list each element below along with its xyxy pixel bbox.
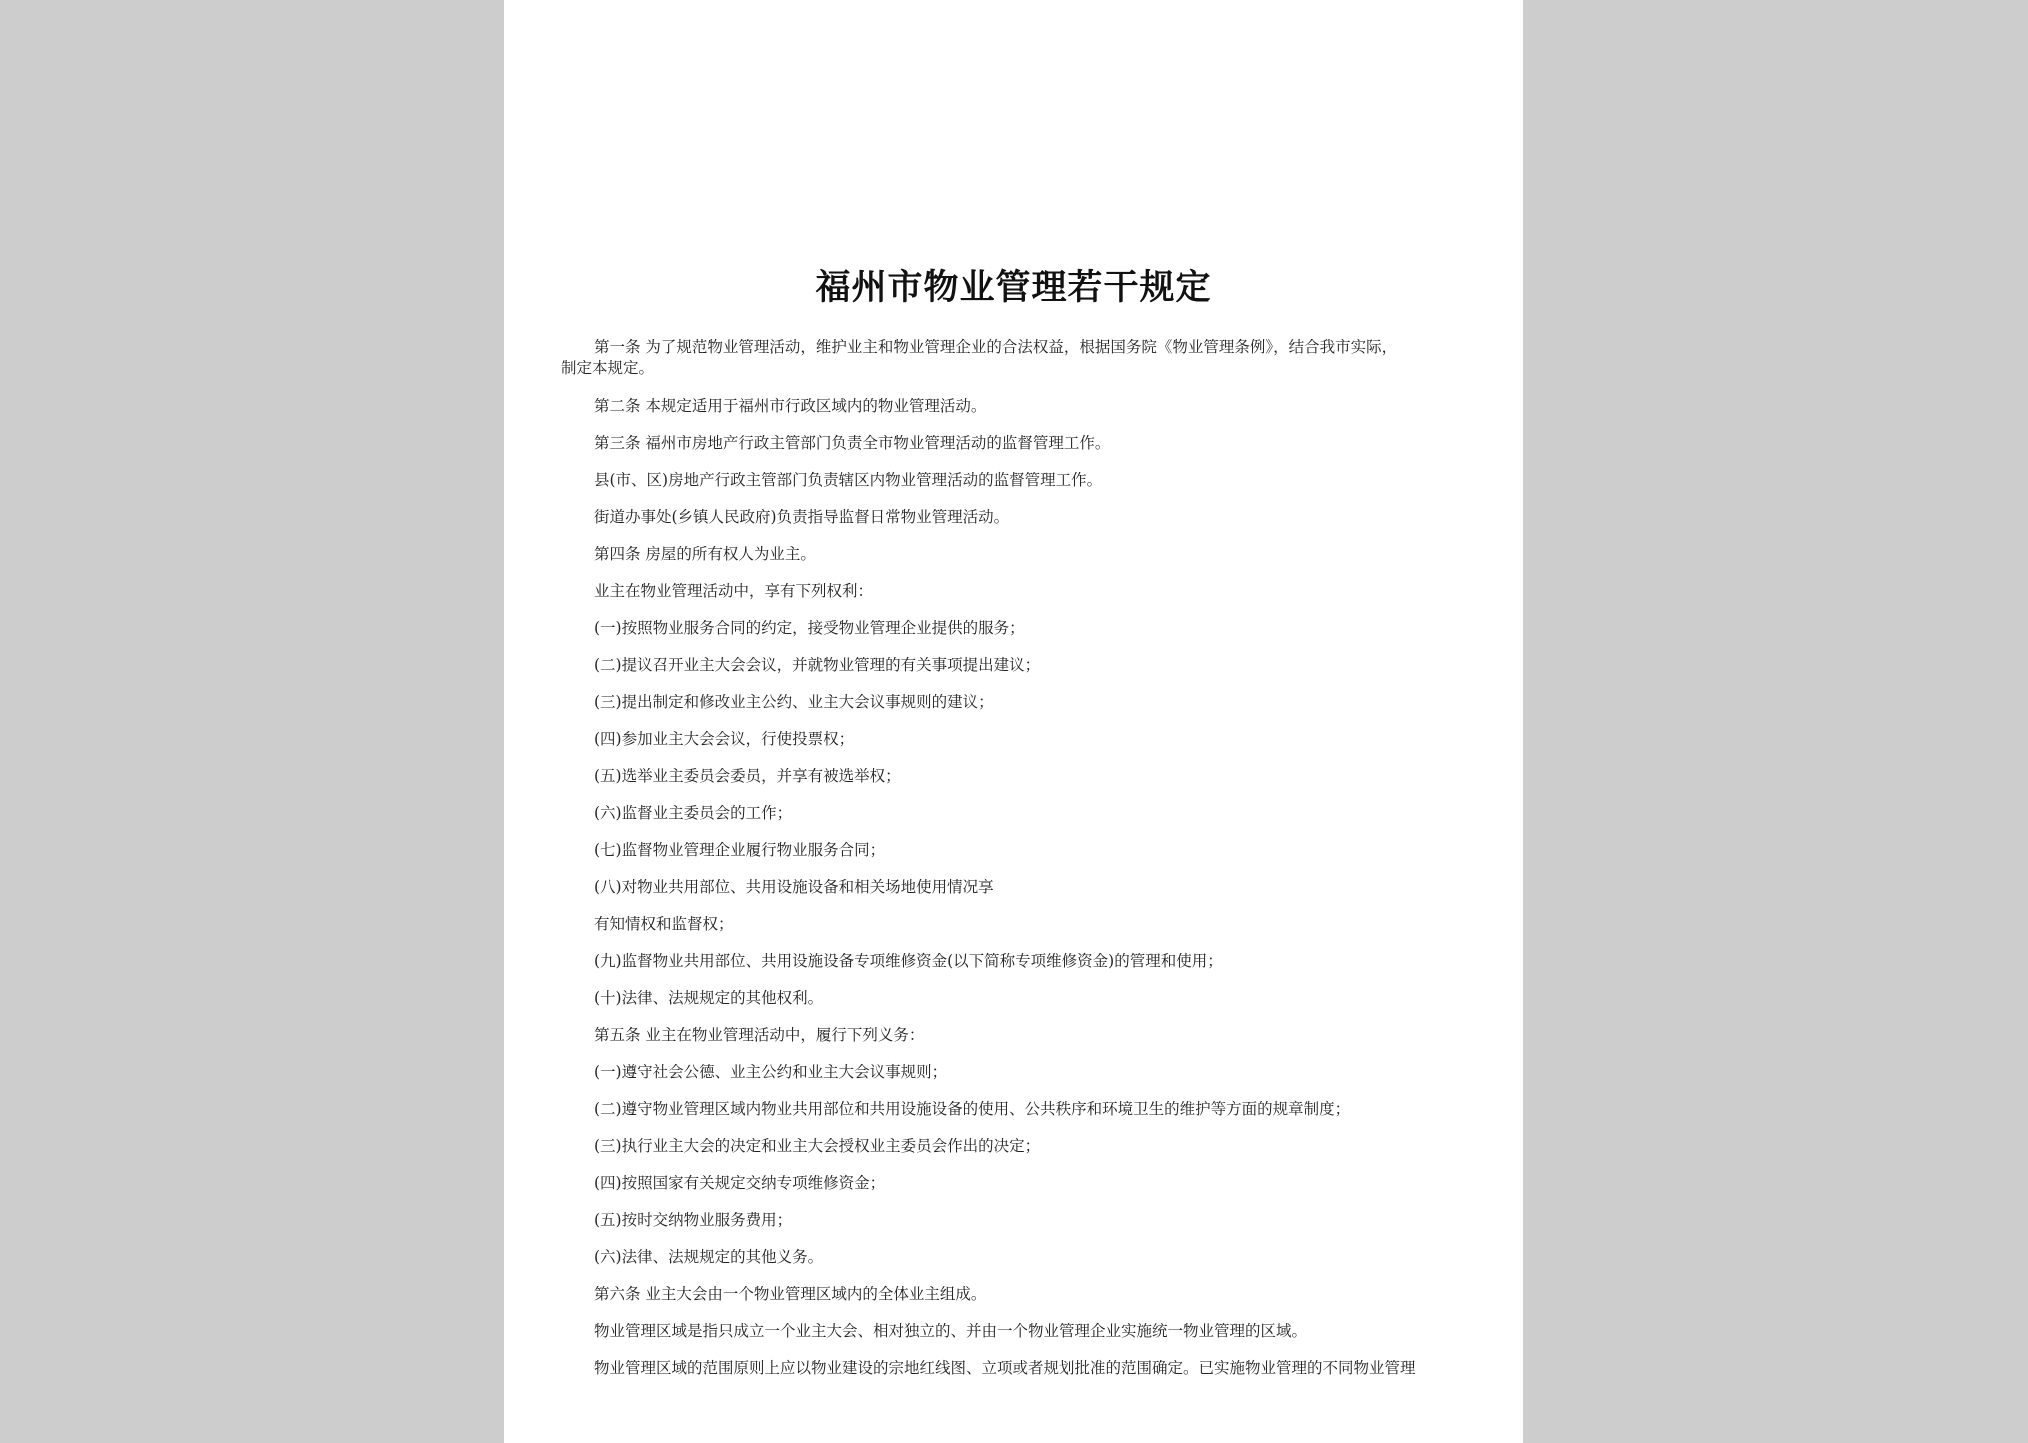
paragraph-text: (五)按时交纳物业服务费用； <box>594 1211 793 1229</box>
paragraph-text: 业主在物业管理活动中，享有下列权利： <box>594 582 874 600</box>
paragraph-text: (一)遵守社会公德、业主公约和业主大会议事规则； <box>594 1063 948 1081</box>
paragraph-text: (四)按照国家有关规定交纳专项维修资金； <box>594 1174 886 1192</box>
paragraph-text: 第三条 福州市房地产行政主管部门负责全市物业管理活动的监督管理工作。 <box>594 434 1111 452</box>
paragraph-text: (六)监督业主委员会的工作； <box>594 804 793 822</box>
paragraph-text: 街道办事处(乡镇人民政府)负责指导监督日常物业管理活动。 <box>594 508 1010 526</box>
paragraph-text: 第四条 房屋的所有权人为业主。 <box>594 545 816 563</box>
paragraph-text: 县(市、区)房地产行政主管部门负责辖区内物业管理活动的监督管理工作。 <box>594 471 1103 489</box>
paragraph-text: (一)按照物业服务合同的约定，接受物业管理企业提供的服务； <box>594 619 1025 637</box>
paragraph-text: 第六条 业主大会由一个物业管理区域内的全体业主组成。 <box>594 1285 987 1303</box>
paragraph-text: 有知情权和监督权； <box>594 915 734 933</box>
paragraph-text: (五)选举业主委员会委员，并享有被选举权； <box>594 767 901 785</box>
paragraph-text: (七)监督物业管理企业履行物业服务合同； <box>594 841 886 859</box>
paragraph-text: (八)对物业共用部位、共用设施设备和相关场地使用情况享 <box>594 878 994 896</box>
paragraph-text: (二)遵守物业管理区域内物业共用部位和共用设施设备的使用、公共秩序和环境卫生的维护等方面的规章制度； <box>594 1100 1351 1118</box>
paragraph-text: (四)参加业主大会会议，行使投票权； <box>594 730 855 748</box>
document-title: 福州市物业管理若干规定 <box>815 267 1212 308</box>
paragraph-text: 第五条 业主在物业管理活动中，履行下列义务： <box>594 1026 925 1044</box>
paragraph-text: (三)提出制定和修改业主公约、业主大会议事规则的建议； <box>594 693 994 711</box>
paragraph-text: 第一条 为了规范物业管理活动，维护业主和物业管理企业的合法权益，根据国务院《物业管理条例》，结合我市实际， <box>594 338 1398 356</box>
paragraph-text: 物业管理区域的范围原则上应以物业建设的宗地红线图、立项或者规划批准的范围确定。已实施物业管理的不同物业管理 <box>594 1359 1416 1377</box>
paragraph-text: (十)法律、法规规定的其他权利。 <box>594 989 824 1007</box>
paragraph-text: (二)提议召开业主大会会议，并就物业管理的有关事项提出建议； <box>594 656 1041 674</box>
paragraph-text: (九)监督物业共用部位、共用设施设备专项维修资金(以下简称专项维修资金)的管理和使用； <box>594 952 1223 970</box>
paragraph-text: 制定本规定。 <box>561 359 655 377</box>
paragraph-text: (六)法律、法规规定的其他义务。 <box>594 1248 824 1266</box>
paragraph-text: (三)执行业主大会的决定和业主大会授权业主委员会作出的决定； <box>594 1137 1041 1155</box>
paragraph-text: 第二条 本规定适用于福州市行政区域内的物业管理活动。 <box>594 397 987 415</box>
document-page <box>504 0 1523 1443</box>
paragraph-text: 物业管理区域是指只成立一个业主大会、相对独立的、并由一个物业管理企业实施统一物业管理的区域。 <box>594 1322 1308 1340</box>
